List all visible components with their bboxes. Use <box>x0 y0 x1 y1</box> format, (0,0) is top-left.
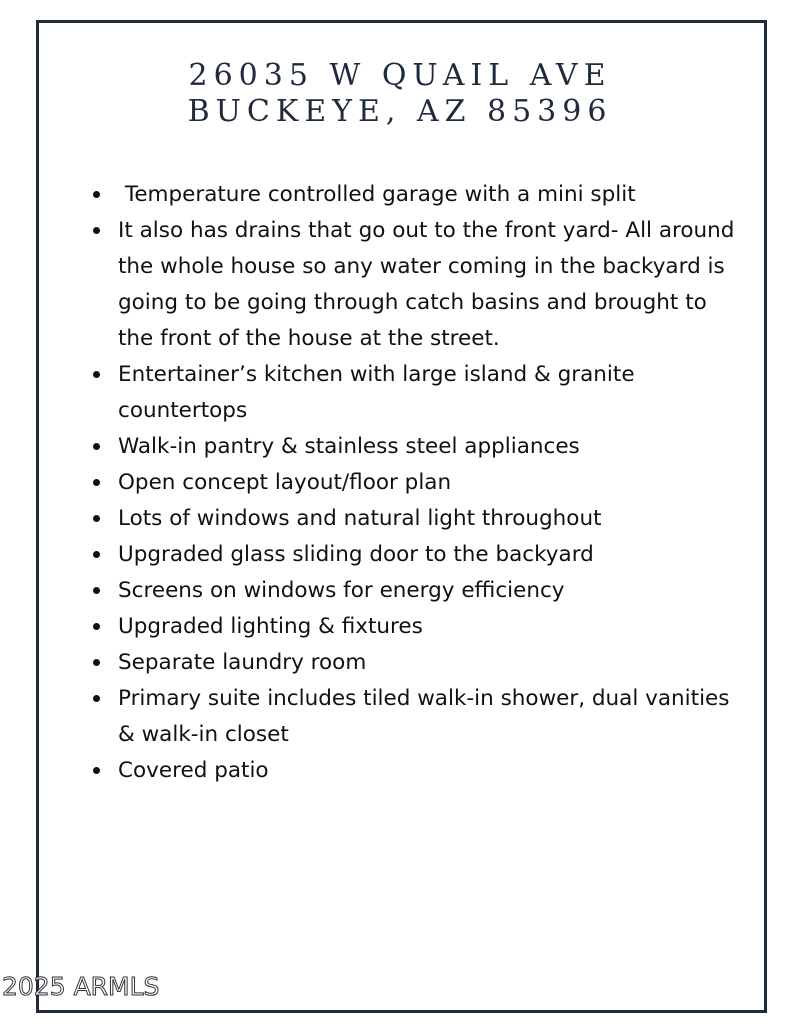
feature-text: Screens on windows for energy efficiency <box>118 578 565 603</box>
feature-text: Covered patio <box>118 758 269 783</box>
copyright-watermark: 2025 ARMLS <box>2 972 160 1001</box>
bullet-icon <box>93 767 100 774</box>
feature-text: It also has drains that go out to the front yard- All around the whole house so any water coming in the backyard is going to be going through catch basins and brought to the front of the house at the street. <box>118 218 735 351</box>
list-item <box>90 681 740 753</box>
bullet-icon <box>93 623 100 630</box>
feature-text: Entertainer’s kitchen with large island & granite countertops <box>118 362 635 423</box>
address-line-city: BUCKEYE, AZ 85396 <box>187 94 613 129</box>
list-item <box>90 177 740 213</box>
address-heading <box>0 58 800 130</box>
bullet-icon <box>93 191 100 198</box>
list-item <box>90 213 740 357</box>
list-item <box>90 537 740 573</box>
list-item <box>90 429 740 465</box>
list-item <box>90 501 740 537</box>
list-item <box>90 645 740 681</box>
feature-text: Open concept layout/floor plan <box>118 470 452 495</box>
feature-text: Temperature controlled garage with a mini split <box>118 182 636 207</box>
bullet-icon <box>93 371 100 378</box>
bullet-icon <box>93 227 100 234</box>
address-line-street: 26035 W QUAIL AVE <box>188 58 612 93</box>
feature-text: Upgraded glass sliding door to the backyard <box>118 542 594 567</box>
list-item <box>90 465 740 501</box>
feature-text: Upgraded lighting & fixtures <box>118 614 423 639</box>
list-item <box>90 357 740 429</box>
feature-text: Separate laundry room <box>118 650 367 675</box>
bullet-icon <box>93 587 100 594</box>
list-item <box>90 573 740 609</box>
feature-text: Primary suite includes tiled walk-in shower, dual vanities & walk-in closet <box>118 686 730 747</box>
feature-text: Lots of windows and natural light throughout <box>118 506 602 531</box>
feature-text: Walk-in pantry & stainless steel appliances <box>118 434 580 459</box>
bullet-icon <box>93 479 100 486</box>
bullet-icon <box>93 659 100 666</box>
feature-list <box>90 177 740 789</box>
bullet-icon <box>93 443 100 450</box>
bullet-icon <box>93 515 100 522</box>
list-item <box>90 753 740 789</box>
bullet-icon <box>93 695 100 702</box>
list-item <box>90 609 740 645</box>
bullet-icon <box>93 551 100 558</box>
